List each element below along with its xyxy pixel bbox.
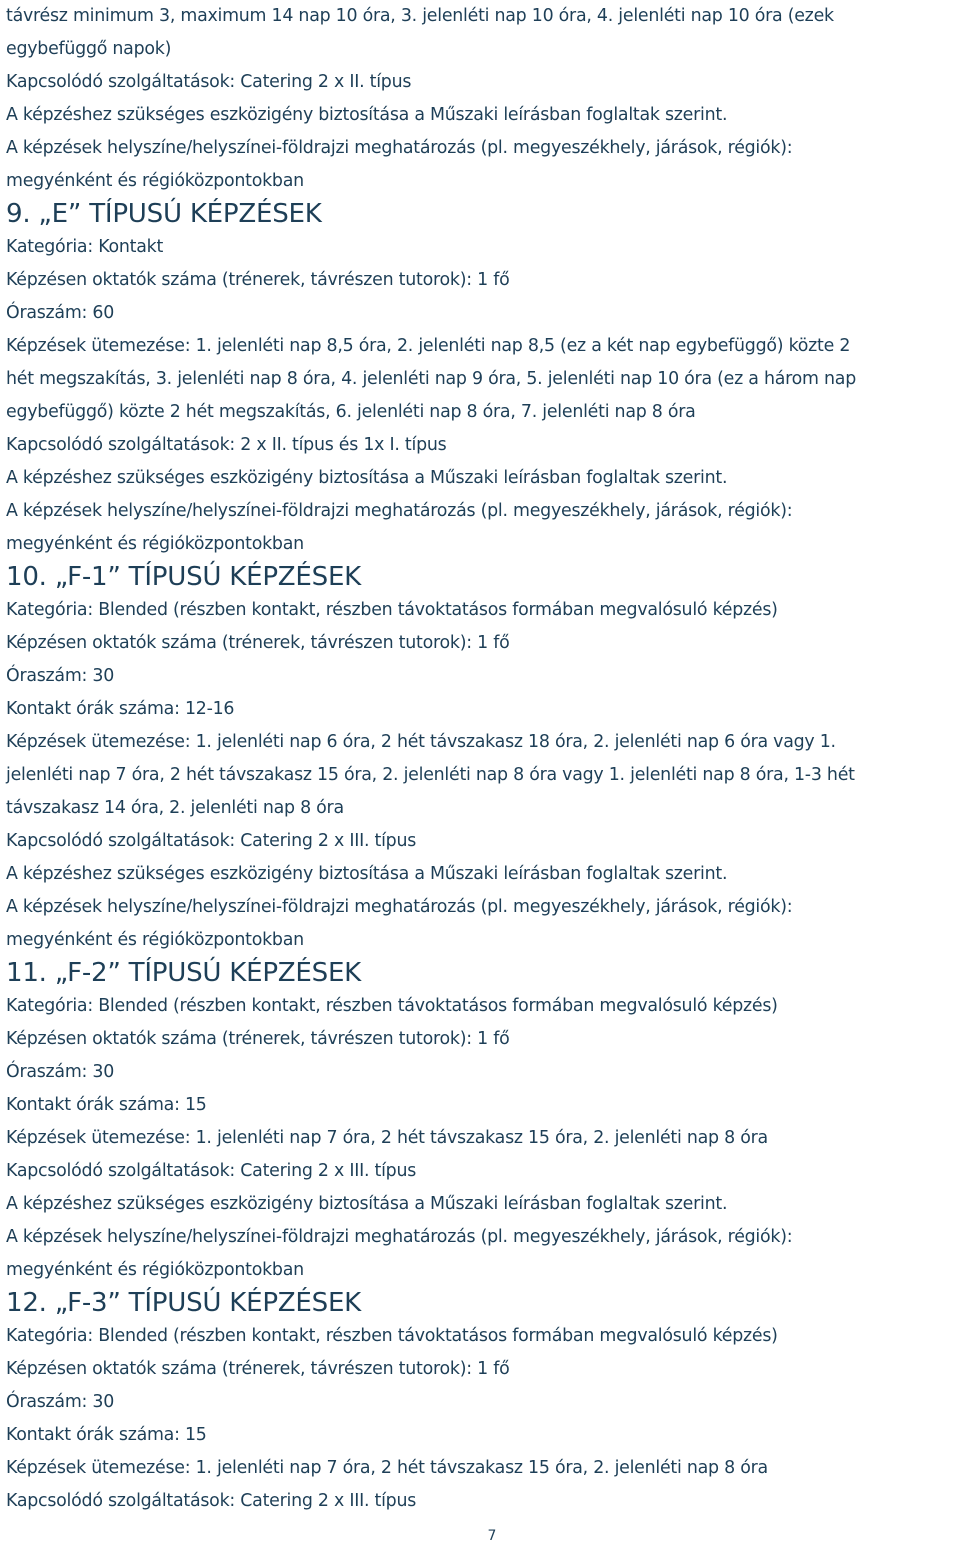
text-line: Kategória: Blended (részben kontakt, részben távoktatásos formában megvalósuló képzés)	[6, 996, 778, 1016]
text-line: megyénként és régióközpontokban	[6, 930, 304, 950]
text-line: Kontakt órák száma: 15	[6, 1425, 207, 1445]
text-line: Képzésen oktatók száma (trénerek, távrészen tutorok): 1 fő	[6, 633, 510, 653]
text-line: A képzéshez szükséges eszközigény biztosítása a Műszaki leírásban foglaltak szerint.	[6, 1194, 728, 1214]
text-line: távszakasz 14 óra, 2. jelenléti nap 8 óra	[6, 798, 344, 818]
text-line: Óraszám: 30	[6, 1392, 115, 1412]
section-heading: 12. „F-3” TÍPUSÚ KÉPZÉSEK	[6, 1288, 362, 1318]
text-line: Óraszám: 30	[6, 1062, 115, 1082]
text-line: Kapcsolódó szolgáltatások: Catering 2 x III. típus	[6, 831, 417, 851]
text-line: Kontakt órák száma: 12-16	[6, 699, 235, 719]
text-line: Kategória: Blended (részben kontakt, részben távoktatásos formában megvalósuló képzés)	[6, 600, 778, 620]
text-line: A képzések helyszíne/helyszínei-földrajzi meghatározás (pl. megyeszékhely, járások, régiók):	[6, 897, 793, 917]
text-line: Képzések ütemezése: 1. jelenléti nap 6 óra, 2 hét távszakasz 18 óra, 2. jelenléti nap 6 óra vagy 1.	[6, 732, 836, 752]
text-line: megyénként és régióközpontokban	[6, 534, 304, 554]
text-line: Kapcsolódó szolgáltatások: Catering 2 x III. típus	[6, 1491, 417, 1511]
text-line: megyénként és régióközpontokban	[6, 1260, 304, 1280]
text-line: Képzésen oktatók száma (trénerek, távrészen tutorok): 1 fő	[6, 1029, 510, 1049]
text-line: A képzések helyszíne/helyszínei-földrajzi meghatározás (pl. megyeszékhely, járások, régiók):	[6, 1227, 793, 1247]
text-line: Kategória: Kontakt	[6, 237, 164, 257]
text-line: A képzéshez szükséges eszközigény biztosítása a Műszaki leírásban foglaltak szerint.	[6, 468, 728, 488]
text-line: Képzések ütemezése: 1. jelenléti nap 7 óra, 2 hét távszakasz 15 óra, 2. jelenléti nap 8 óra	[6, 1128, 768, 1148]
text-line: A képzéshez szükséges eszközigény biztosítása a Műszaki leírásban foglaltak szerint.	[6, 105, 728, 125]
section-f1	[6, 561, 956, 957]
intro-block	[6, 0, 956, 198]
section-e	[6, 198, 956, 561]
section-f3	[6, 1287, 956, 1518]
text-line: egybefüggő napok)	[6, 39, 172, 59]
section-heading: 10. „F-1” TÍPUSÚ KÉPZÉSEK	[6, 562, 362, 592]
text-line: A képzéshez szükséges eszközigény biztosítása a Műszaki leírásban foglaltak szerint.	[6, 864, 728, 884]
text-line: Óraszám: 30	[6, 666, 115, 686]
text-line: Kategória: Blended (részben kontakt, részben távoktatásos formában megvalósuló képzés)	[6, 1326, 778, 1346]
text-line: A képzések helyszíne/helyszínei-földrajzi meghatározás (pl. megyeszékhely, járások, régiók):	[6, 501, 793, 521]
text-line: Képzésen oktatók száma (trénerek, távrészen tutorok): 1 fő	[6, 270, 510, 290]
text-line: Óraszám: 60	[6, 303, 115, 323]
section-heading: 9. „E” TÍPUSÚ KÉPZÉSEK	[6, 199, 322, 229]
text-line: hét megszakítás, 3. jelenléti nap 8 óra, 4. jelenléti nap 9 óra, 5. jelenléti nap 10 óra (ez a három nap	[6, 369, 856, 389]
text-line: Kapcsolódó szolgáltatások: Catering 2 x II. típus	[6, 72, 412, 92]
text-line: Kontakt órák száma: 15	[6, 1095, 207, 1115]
text-line: jelenléti nap 7 óra, 2 hét távszakasz 15 óra, 2. jelenléti nap 8 óra vagy 1. jelenléti nap 8 óra, 1-3 hét	[6, 765, 855, 785]
section-f2	[6, 957, 956, 1287]
text-line: Kapcsolódó szolgáltatások: 2 x II. típus és 1x I. típus	[6, 435, 447, 455]
text-line: távrész minimum 3, maximum 14 nap 10 óra, 3. jelenléti nap 10 óra, 4. jelenléti nap 10 óra (ezek	[6, 6, 834, 26]
text-line: egybefüggő) közte 2 hét megszakítás, 6. jelenléti nap 8 óra, 7. jelenléti nap 8 óra	[6, 402, 696, 422]
section-heading: 11. „F-2” TÍPUSÚ KÉPZÉSEK	[6, 958, 362, 988]
text-line: Kapcsolódó szolgáltatások: Catering 2 x III. típus	[6, 1161, 417, 1181]
document-page	[6, 0, 956, 1518]
text-line: Képzésen oktatók száma (trénerek, távrészen tutorok): 1 fő	[6, 1359, 510, 1379]
text-line: megyénként és régióközpontokban	[6, 171, 304, 191]
text-line: Képzések ütemezése: 1. jelenléti nap 8,5 óra, 2. jelenléti nap 8,5 (ez a két nap egybefüggő) közte 2	[6, 336, 851, 356]
page-number: 7	[487, 1528, 497, 1544]
text-line: Képzések ütemezése: 1. jelenléti nap 7 óra, 2 hét távszakasz 15 óra, 2. jelenléti nap 8 óra	[6, 1458, 768, 1478]
text-line: A képzések helyszíne/helyszínei-földrajzi meghatározás (pl. megyeszékhely, járások, régiók):	[6, 138, 793, 158]
